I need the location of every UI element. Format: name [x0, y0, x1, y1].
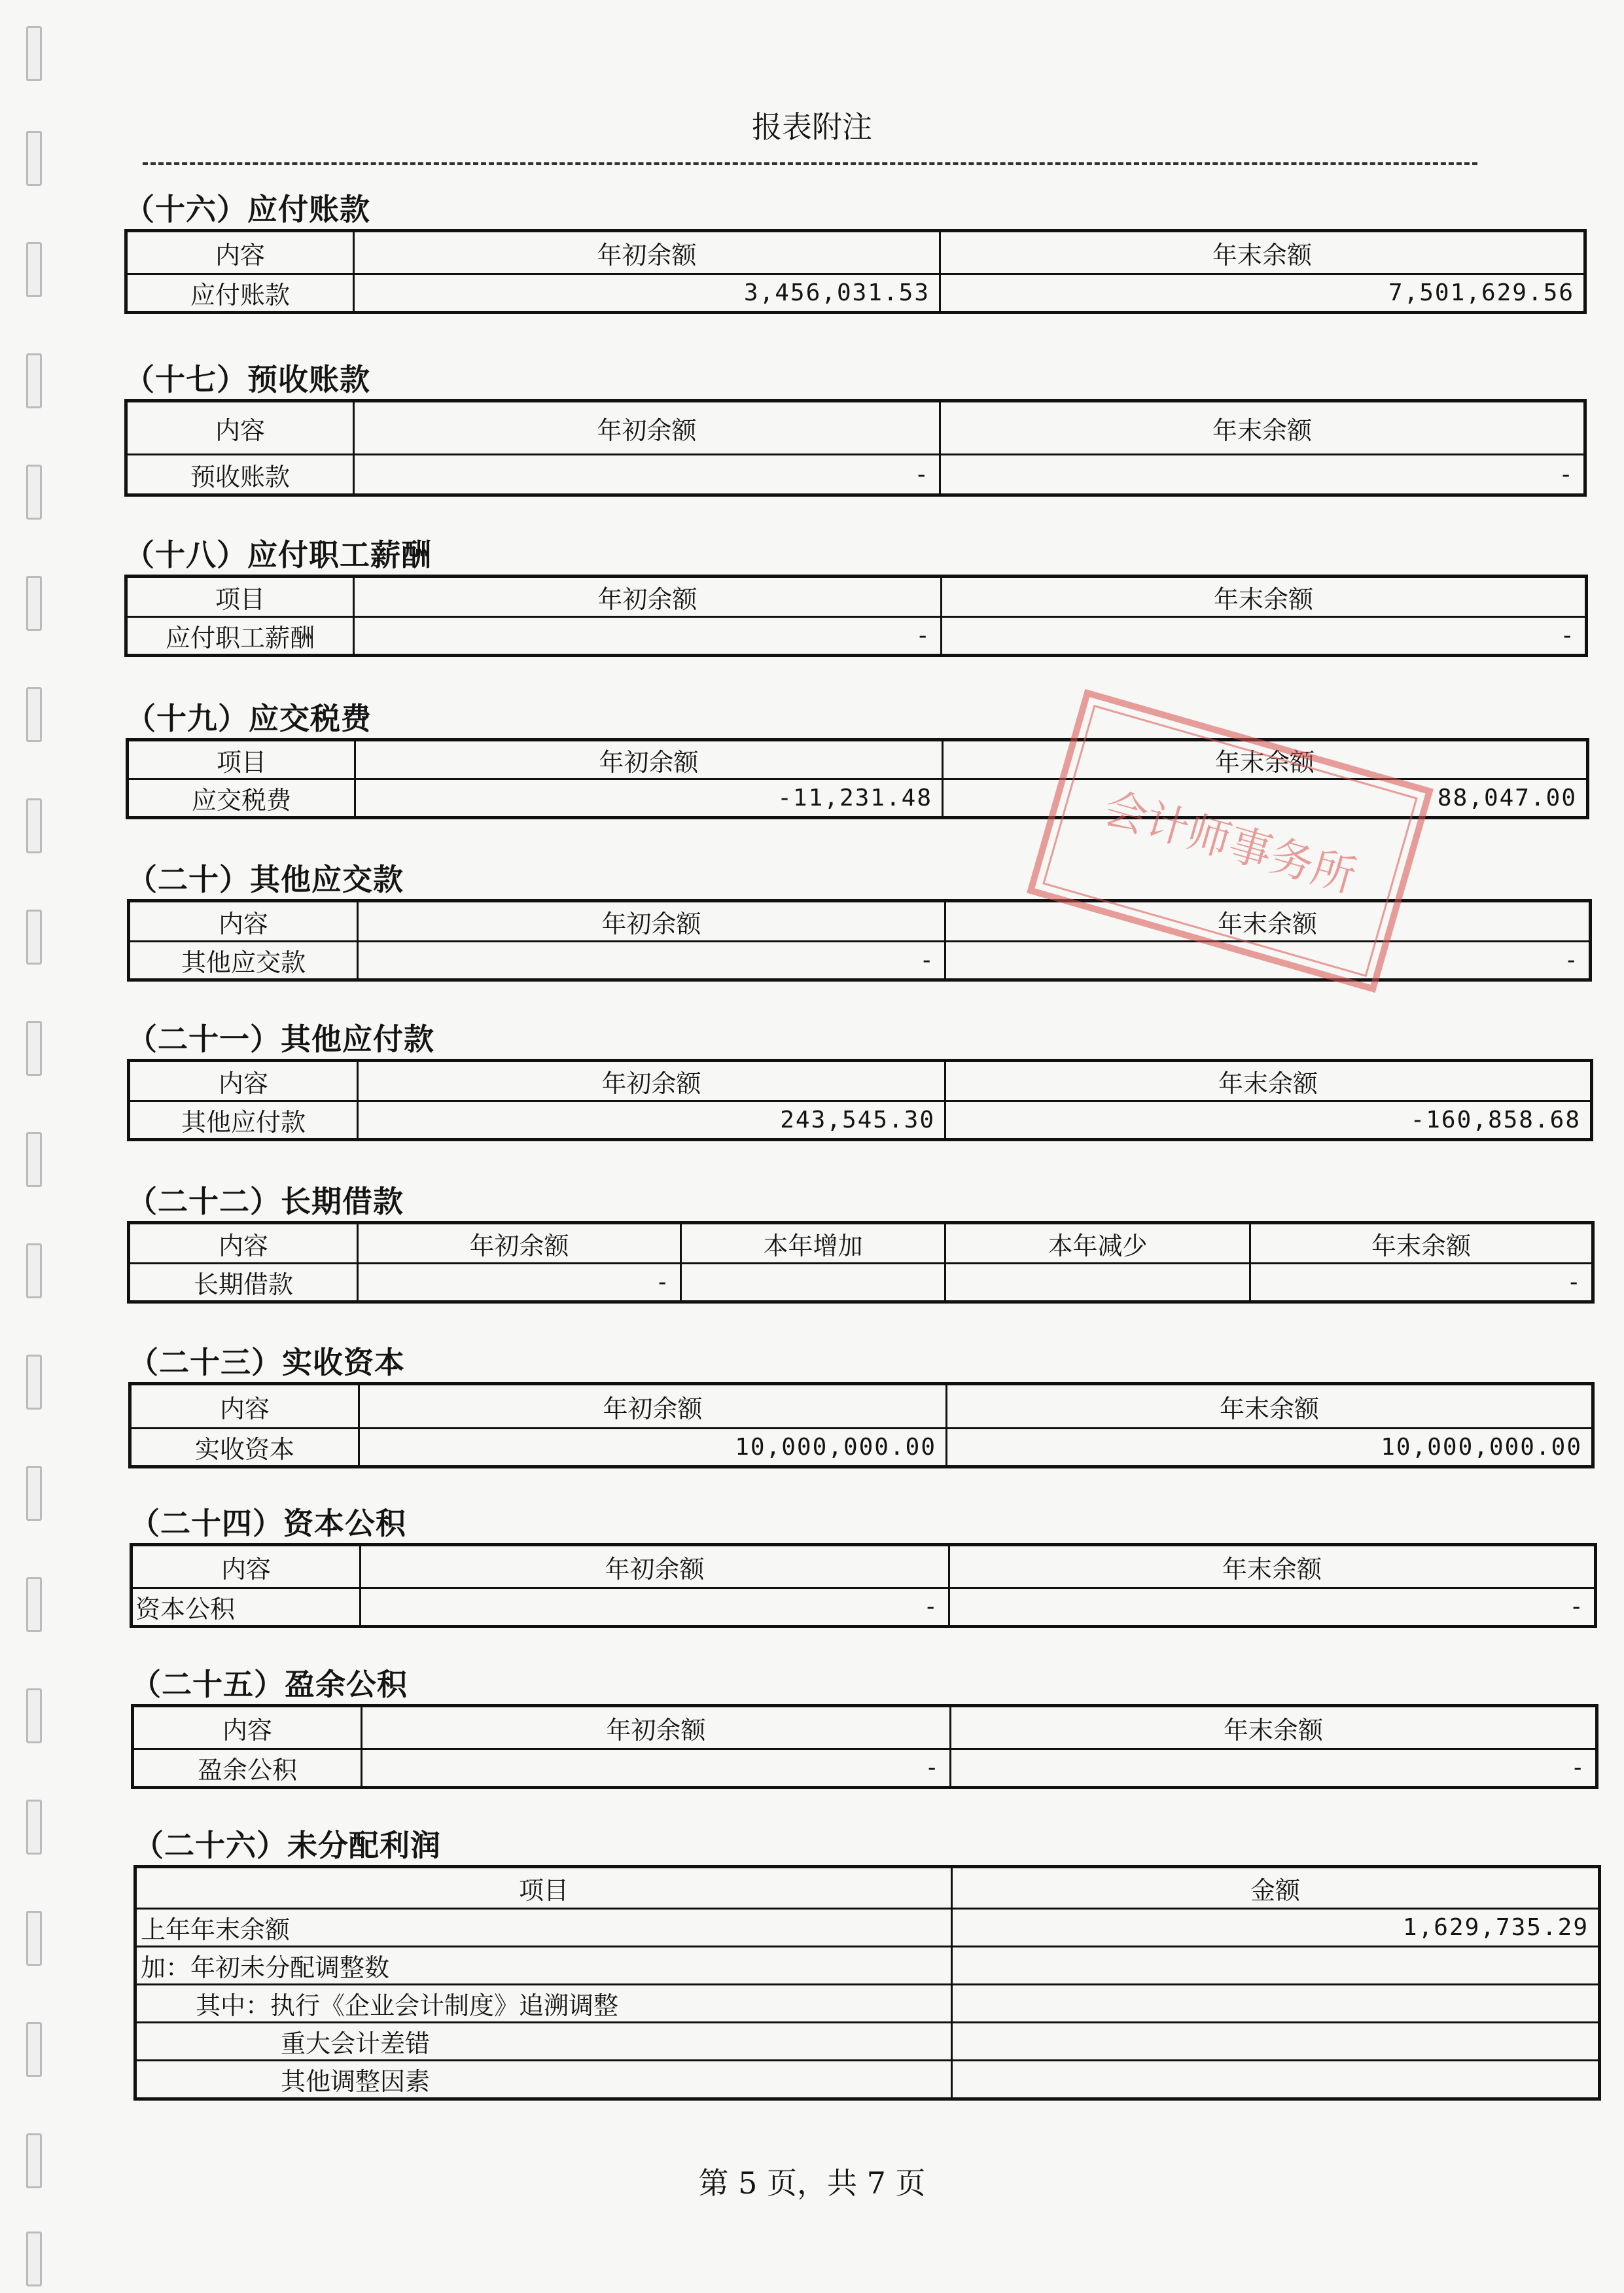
header-cell: 年末余额	[947, 1384, 1593, 1429]
section-title: （二十）其他应交款	[127, 862, 404, 897]
amount: 1,629,735.29	[952, 1909, 1600, 1947]
closing-balance: 88,047.00	[943, 779, 1588, 818]
paid-in-capital-table	[128, 1382, 1595, 1468]
table-header-row	[135, 1867, 1600, 1909]
opening-balance: 243,545.30	[358, 1101, 945, 1140]
header-cell: 年初余额	[354, 401, 940, 455]
row-label: 重大会计差错	[135, 2023, 952, 2061]
section-title: （二十五）盈余公积	[131, 1667, 408, 1702]
table-header-row	[126, 577, 1587, 617]
section-surplus-reserve	[131, 1665, 1598, 1789]
table-header-row	[129, 1061, 1592, 1101]
opening-balance: -	[358, 942, 945, 980]
row-label: 上年年末余额	[135, 1909, 952, 1947]
section-advance-receipts	[124, 360, 1587, 497]
amount	[952, 1985, 1600, 2023]
seal-text: 会计师事务所	[1098, 782, 1362, 902]
section-long-term-loans	[127, 1182, 1595, 1304]
opening-balance: -	[362, 1749, 951, 1788]
table-row	[135, 1985, 1600, 2023]
table-row	[130, 1429, 1593, 1467]
table-header-row	[133, 1706, 1597, 1749]
page-title: 报表附注	[752, 109, 872, 145]
table-row	[132, 1588, 1596, 1627]
section-title: （二十六）未分配利润	[133, 1828, 441, 1863]
header-cell: 年初余额	[358, 1223, 681, 1264]
header-cell: 内容	[126, 401, 354, 455]
opening-balance: 10,000,000.00	[359, 1429, 947, 1467]
section-title: （十八）应付职工薪酬	[124, 537, 432, 573]
table-row	[135, 2061, 1600, 2099]
table-header-row	[126, 401, 1585, 455]
long-term-loans-table	[127, 1221, 1595, 1304]
amount	[952, 2023, 1600, 2061]
section-paid-in-capital	[128, 1343, 1595, 1468]
header-cell: 内容	[129, 901, 358, 942]
row-label: 长期借款	[129, 1264, 358, 1302]
row-label: 其他应付款	[129, 1101, 358, 1140]
table-row	[129, 1264, 1593, 1302]
table-row	[129, 1101, 1592, 1140]
section-title: （十九）应交税费	[126, 701, 372, 736]
row-label: 其他调整因素	[135, 2061, 952, 2099]
capital-reserve-table	[130, 1543, 1597, 1628]
closing-balance: -160,858.68	[945, 1101, 1592, 1140]
header-cell: 内容	[132, 1545, 361, 1588]
table-header-row	[130, 1384, 1593, 1429]
increase	[681, 1264, 945, 1302]
section-undistributed-profit	[133, 1826, 1601, 2101]
header-cell: 年末余额	[951, 1706, 1597, 1749]
closing-balance: -	[1250, 1264, 1593, 1302]
header-cell: 年末余额	[942, 577, 1587, 617]
advance-receipts-table	[124, 399, 1587, 497]
section-other-payables	[127, 1020, 1593, 1141]
surplus-reserve-table	[131, 1704, 1598, 1789]
header-cell: 内容	[126, 231, 354, 274]
amount	[952, 2061, 1600, 2099]
section-title: （二十一）其他应付款	[127, 1022, 434, 1057]
header-cell: 年末余额	[949, 1545, 1596, 1588]
binding-holes	[20, 0, 46, 2293]
table-row	[126, 455, 1585, 495]
row-label: 其中：执行《企业会计制度》追溯调整	[135, 1985, 952, 2023]
row-label: 应付账款	[126, 274, 354, 313]
payroll-payable-table	[124, 575, 1588, 657]
section-payroll-payable	[124, 535, 1588, 657]
header-cell: 内容	[129, 1061, 358, 1101]
header-cell: 年末余额	[940, 401, 1585, 455]
row-label: 资本公积	[132, 1588, 361, 1627]
header-cell: 项目	[128, 740, 355, 779]
header-cell: 年初余额	[358, 901, 945, 942]
header-cell: 项目	[135, 1867, 952, 1909]
header-cell: 年初余额	[362, 1706, 951, 1749]
header-cell: 金额	[952, 1867, 1600, 1909]
section-title: （二十四）资本公积	[130, 1506, 406, 1541]
section-title: （十六）应付账款	[124, 192, 370, 227]
section-accounts-payable	[124, 190, 1587, 314]
opening-balance: -	[354, 455, 940, 495]
table-header-row	[129, 1223, 1593, 1264]
row-label: 预收账款	[126, 455, 354, 495]
header-cell: 年末余额	[940, 231, 1585, 274]
closing-balance: -	[942, 617, 1587, 656]
header-cell: 年初余额	[355, 740, 943, 779]
table-row	[126, 274, 1585, 313]
header-cell: 年初余额	[361, 1545, 949, 1588]
closing-balance: 7,501,629.56	[940, 274, 1585, 313]
header-cell: 内容	[133, 1706, 362, 1749]
header-cell: 本年增加	[681, 1223, 945, 1264]
amount	[952, 1947, 1600, 1985]
table-row	[135, 1909, 1600, 1947]
header-cell: 内容	[130, 1384, 359, 1429]
row-label: 实收资本	[130, 1429, 359, 1467]
row-label: 加：年初未分配调整数	[135, 1947, 952, 1985]
row-label: 其他应交款	[129, 942, 358, 980]
header-cell: 内容	[129, 1223, 358, 1264]
header-cell: 项目	[126, 577, 354, 617]
header-cell: 年末余额	[945, 901, 1591, 942]
closing-balance: -	[951, 1749, 1597, 1788]
header-cell: 年初余额	[359, 1384, 947, 1429]
row-label: 应付职工薪酬	[126, 617, 354, 656]
page-number: 第 5 页，共 7 页	[698, 2165, 926, 2201]
decrease	[945, 1264, 1250, 1302]
section-capital-reserve	[130, 1504, 1597, 1628]
opening-balance: 3,456,031.53	[354, 274, 940, 313]
accounts-payable-table	[124, 229, 1587, 314]
row-label: 盈余公积	[133, 1749, 362, 1788]
closing-balance: -	[949, 1588, 1596, 1627]
opening-balance: -	[361, 1588, 949, 1627]
header-cell: 年末余额	[945, 1061, 1592, 1101]
section-title: （二十二）长期借款	[127, 1184, 404, 1219]
closing-balance: -	[945, 942, 1591, 980]
header-divider	[143, 162, 1477, 165]
other-payables-table	[127, 1059, 1593, 1141]
section-title: （十七）预收账款	[124, 362, 370, 397]
header-cell: 年初余额	[354, 231, 940, 274]
table-header-row	[132, 1545, 1596, 1588]
opening-balance: -11,231.48	[355, 779, 943, 818]
table-row	[135, 2023, 1600, 2061]
undistributed-profit-table	[133, 1865, 1601, 2101]
table-row	[126, 617, 1587, 656]
row-label: 应交税费	[128, 779, 355, 818]
section-title: （二十三）实收资本	[128, 1345, 405, 1380]
closing-balance: 10,000,000.00	[947, 1429, 1593, 1467]
opening-balance: -	[358, 1264, 681, 1302]
header-cell: 年初余额	[354, 577, 942, 617]
table-row	[133, 1749, 1597, 1788]
header-cell: 本年减少	[945, 1223, 1250, 1264]
closing-balance: -	[940, 455, 1585, 495]
opening-balance: -	[354, 617, 942, 656]
header-cell: 年初余额	[358, 1061, 945, 1101]
table-row	[135, 1947, 1600, 1985]
table-header-row	[126, 231, 1585, 274]
header-cell: 年末余额	[943, 740, 1588, 779]
header-cell: 年末余额	[1250, 1223, 1593, 1264]
